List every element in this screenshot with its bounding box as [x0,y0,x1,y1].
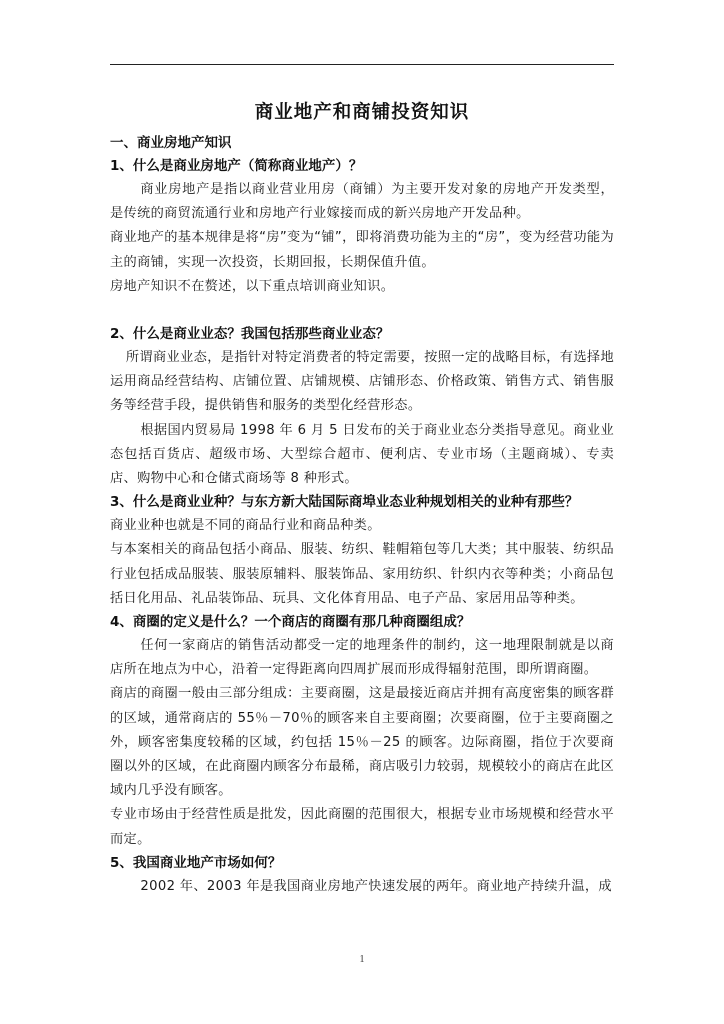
question-2-paragraph-2: 根据国内贸易局 1998 年 6 月 5 日发布的关于商业业态分类指导意见。商业业态包括百货店、超级市场、大型综合超市、便利店、专业市场（主题商城）、专卖店、购物中心和仓储式商场等 8 种形式。 [110,422,614,487]
question-4-paragraph-2: 商店的商圈一般由三部分组成：主要商圈，这是最接近商店并拥有高度密集的顾客群的区域，通常商店的 55％－70％的顾客来自主要商圈；次要商圈，位于主要商圈之外，顾客密集度较稀的区域，约包括 15％－25 的顾客。边际商圈，指位于次要商圈以外的区域，在此商圈内顾客分布最稀，商店吸引力较弱，规模较小的商店在此区域内几乎没有顾客。 [110,686,614,799]
question-4-heading: 4、商圈的定义是什么？一个商店的商圈有那几种商圈组成？ [110,614,471,631]
question-5-heading: 5、我国商业地产市场如何？ [110,854,282,871]
document-body [110,98,614,899]
question-1-heading: 1、什么是商业房地产（简称商业地产）？ [110,158,363,174]
header-rule [110,64,614,65]
document-title: 商业地产和商铺投资知识 [254,102,470,123]
question-4-paragraph-1: 任何一家商店的销售活动都受一定的地理条件的制约，这一地理限制就是以商店所在地点为中心，沿着一定得距离向四周扩展而形成得辐射范围，即所谓商圈。 [110,638,614,678]
question-4-paragraph-3: 专业市场由于经营性质是批发，因此商圈的范围很大，根据专业市场规模和经营水平而定。 [110,807,614,847]
question-1-paragraph-2: 商业地产的基本规律是将“房”变为“铺”，即将消费功能为主的“房”，变为经营功能为主的商铺，实现一次投资，长期回报，长期保值升值。 [110,230,614,270]
question-3-paragraph-1: 商业业种也就是不同的商品行业和商品种类。 [110,518,381,534]
section-heading: 一、商业房地产知识 [110,135,232,151]
question-2-paragraph-1: 所谓商业业态，是指针对特定消费者的特定需要，按照一定的战略目标，有选择地运用商品经营结构、店铺位置、店铺规模、店铺形态、价格政策、销售方式、销售服务等经营手段，提供销售和服务的类型化经营形态。 [110,350,614,414]
question-3-heading: 3、什么是商业业种？与东方新大陆国际商埠业态业种规划相关的业种有那些？ [110,494,579,511]
question-5-paragraph-1: 2002 年、2003 年是我国商业房地产快速发展的两年。商业地产持续升温，成 [140,878,612,894]
question-1-paragraph-1: 商业房地产是指以商业营业用房（商铺）为主要开发对象的房地产开发类型，是传统的商贸流通行业和房地产行业嫁接而成的新兴房地产开发品种。 [110,182,614,222]
page-number: 1 [359,954,365,965]
question-3-paragraph-2: 与本案相关的商品包括小商品、服装、纺织、鞋帽箱包等几大类；其中服装、纺织品行业包括成品服装、服装原辅料、服装饰品、家用纺织、针织内衣等种类；小商品包括日化用品、礼品装饰品、玩具、文化体育用品、电子产品、家居用品等种类。 [110,542,614,606]
spacer [110,299,614,323]
question-2-heading: 2、什么是商业业态？我国包括那些商业业态？ [110,326,390,343]
question-1-paragraph-3: 房地产知识不在赘述，以下重点培训商业知识。 [110,278,395,294]
